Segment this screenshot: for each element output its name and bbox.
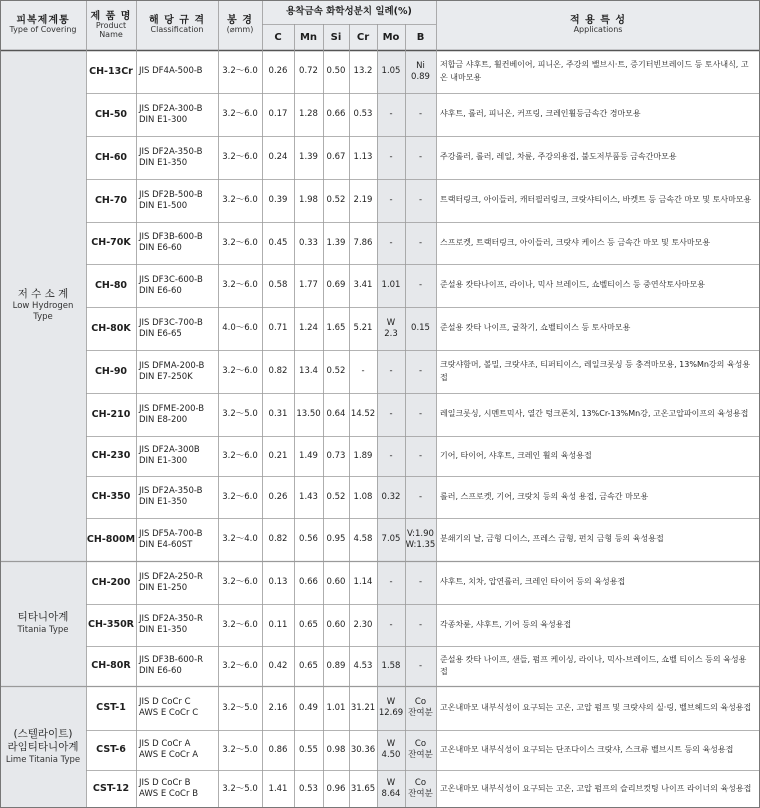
- header-diam-unit: (⌀mm): [226, 25, 254, 35]
- cell-cls: JIS DF2B-500-B DIN E1-500: [139, 189, 203, 211]
- cell-mn: 0.33: [299, 237, 318, 248]
- cell-cr: -: [361, 366, 365, 377]
- cell-mn: 0.56: [299, 534, 318, 545]
- cell-cls: JIS DFMA-200-B DIN E7-250K: [139, 360, 205, 382]
- cell-product: CH-350R: [87, 619, 134, 631]
- cell-mn: 0.49: [299, 702, 318, 713]
- cell-cr: 31.65: [350, 783, 376, 794]
- cell-cls: JIS DF5A-700-B DIN E4-60ST: [139, 528, 203, 550]
- header-col-mn-label: Mn: [299, 31, 318, 43]
- cell-diam: 3.2～6.0: [222, 195, 258, 206]
- cell-app: 크랏샤함머, 볼밀, 크랏샤조, 티퍼티이스, 레일크롯싱 등 충격마모용, 13%Mn강의 육성용접: [440, 360, 751, 382]
- header-col-cr-label: Cr: [356, 31, 370, 43]
- cell-b: Co 잔여분: [408, 739, 433, 760]
- cell-diam: 3.2～6.0: [222, 366, 258, 377]
- cell-b: Co 잔여분: [408, 697, 433, 718]
- cell-diam: 3.2～6.0: [222, 66, 258, 77]
- cell-c: 0.24: [268, 152, 288, 163]
- cell-app: 고온내마모 내부식성이 요구되는 고온, 고압 펌프의 슬리브컷팅 나이프 라이너의 육성용접: [440, 783, 752, 793]
- cell-product: CH-50: [94, 108, 128, 120]
- cell-diam: 3.2～6.0: [222, 660, 258, 671]
- header-app-ko: 적 용 특 성: [569, 15, 627, 27]
- cell-app: 샤후트, 롤러, 피니온, 커프링, 크레인휠등금속간 경마모용: [440, 109, 641, 119]
- cell-c: 0.26: [268, 491, 288, 502]
- header-col-si-label: Si: [330, 31, 342, 43]
- cell-diam: 3.2～5.0: [222, 744, 258, 755]
- cell-si: 0.98: [326, 744, 346, 755]
- cell-diam: 3.2～6.0: [222, 577, 258, 588]
- cell-c: 0.17: [268, 109, 288, 120]
- cell-b: -: [418, 619, 423, 630]
- cell-app: 주강롤러, 롤러, 레일, 차륜, 주강의용접, 불도저부품등 금속간마모용: [440, 152, 677, 162]
- cell-app: 롤러, 스프로켓, 기어, 크랏치 등의 육성 용접, 금속간 마모용: [440, 491, 649, 501]
- cell-mo: 0.32: [381, 491, 401, 502]
- cell-diam: 3.2～6.0: [222, 619, 258, 630]
- cell-product: CH-90: [94, 365, 128, 377]
- cell-b: V:1.90 W:1.35: [405, 528, 436, 550]
- cell-mn: 13.4: [299, 366, 318, 377]
- cell-si: 0.50: [326, 66, 346, 77]
- header-product-en: Product Name: [95, 20, 127, 39]
- cell-cls: JIS DF2A-350-B DIN E1-350: [139, 146, 203, 168]
- cell-mn: 1.24: [299, 323, 318, 334]
- header-app-en: Applications: [573, 25, 623, 35]
- cell-b: -: [418, 152, 423, 163]
- header-product-ko: 제 품 명: [90, 10, 132, 22]
- cell-b: -: [418, 366, 423, 377]
- cell-product: CST-1: [96, 702, 126, 714]
- cell-mo: W 12.69: [378, 697, 404, 718]
- cell-app: 고온내마모 내부식성이 요구되는 단조다이스 크랏샤, 스크류 벨브시트 등의 육성용접: [440, 744, 734, 754]
- cell-si: 0.67: [326, 152, 346, 163]
- cell-app: 기어, 타이어, 샤후트, 크레인 휠의 육성용접: [440, 450, 592, 460]
- cell-diam: 3.2～5.0: [222, 783, 258, 794]
- cell-c: 0.58: [268, 280, 288, 291]
- cell-diam: 3.2～5.0: [222, 409, 258, 420]
- cell-cr: 13.2: [353, 66, 373, 77]
- cell-cls: JIS DF2A-350-B DIN E1-350: [139, 486, 203, 507]
- cell-mo: -: [389, 152, 393, 163]
- cell-cls: JIS DF2A-250-R DIN E1-250: [139, 571, 203, 593]
- cell-product: CST-12: [92, 783, 130, 795]
- cell-mo: 7.05: [381, 534, 401, 545]
- cell-app: 각종차륜, 샤후트, 기어 등의 육성용접: [440, 619, 572, 629]
- cell-product: CH-60: [94, 151, 128, 163]
- cell-app: 샤후트, 치차, 압연롤러, 크레인 타이어 등의 육성용접: [440, 577, 626, 587]
- cell-mo: -: [389, 450, 393, 461]
- header-class-ko: 해 당 규 격: [148, 15, 206, 27]
- header-class-en: Classification: [150, 25, 204, 35]
- cell-product: CH-800M: [86, 533, 136, 545]
- cell-cls: JIS DF2A-300-B DIN E1-300: [139, 103, 203, 125]
- cell-cls: JIS DF3C-700-B DIN E6-65: [139, 317, 203, 339]
- cell-mo: W 4.50: [381, 739, 401, 760]
- cell-diam: 3.2～6.0: [222, 450, 258, 461]
- cell-b: -: [418, 491, 423, 502]
- cell-si: 0.73: [326, 450, 346, 461]
- cell-diam: 3.2～4.0: [222, 534, 258, 545]
- cell-b: -: [418, 660, 423, 671]
- cell-cr: 31.21: [350, 702, 376, 713]
- group-low-hydrogen-en: Low Hydrogen Type: [12, 301, 74, 323]
- group-lime-titania-en: Lime Titania Type: [5, 755, 81, 766]
- cell-cr: 0.53: [353, 109, 373, 120]
- cell-mo: 1.05: [381, 66, 401, 77]
- header-col-mo-label: Mo: [382, 31, 400, 43]
- cell-mn: 0.55: [299, 744, 318, 755]
- cell-cls: JIS DFME-200-B DIN E8-200: [139, 403, 205, 425]
- header-type-ko: 피복제계통: [16, 15, 70, 27]
- cell-mn: 1.39: [299, 152, 318, 163]
- cell-si: 0.60: [326, 619, 346, 630]
- cell-mo: W 2.3: [384, 317, 398, 339]
- cell-diam: 3.2～6.0: [222, 491, 258, 502]
- cell-product: CH-80: [94, 279, 128, 291]
- cell-cr: 30.36: [350, 744, 376, 755]
- cell-b: -: [418, 450, 423, 461]
- cell-app: 분쇄기의 날, 금형 디이스, 프레스 금형, 펀치 금형 등의 육성용접: [440, 534, 664, 544]
- header-chem-title-text: 용착금속 화학성분치 일례(%): [286, 5, 412, 17]
- cell-c: 1.41: [268, 783, 288, 794]
- cell-mn: 13.50: [296, 409, 321, 420]
- cell-b: Ni 0.89: [411, 60, 430, 82]
- cell-cr: 1.89: [353, 450, 373, 461]
- cell-si: 0.52: [326, 491, 346, 502]
- cell-diam: 4.0～6.0: [222, 323, 258, 334]
- cell-c: 0.13: [268, 577, 288, 588]
- cell-app: 스프로켓, 트랙터링크, 아이들러, 크랏샤 케이스 등 금속간 마모 및 토사마모용: [440, 237, 711, 247]
- cell-cls: JIS D CoCr A AWS E CoCr A: [139, 739, 199, 760]
- cell-app: 준설용 캇타 나이프, 샌들, 펌프 케이싱, 라이나, 믹사-브레이드, 쇼벨 티이스 등의 육성용접: [440, 654, 747, 676]
- cell-b: -: [418, 409, 423, 420]
- cell-si: 1.65: [326, 323, 346, 334]
- cell-mn: 0.65: [299, 619, 318, 630]
- cell-mo: W 8.64: [381, 778, 401, 799]
- cell-app: 준설용 캇타나이프, 라이나, 믹사 브레이드, 쇼벨티이스 등 중연삭토사마모용: [440, 280, 705, 290]
- cell-c: 0.26: [268, 66, 288, 77]
- cell-diam: 3.2～5.0: [222, 702, 258, 713]
- cell-si: 1.01: [326, 702, 346, 713]
- cell-si: 0.69: [326, 280, 346, 291]
- cell-b: Co 잔여분: [408, 778, 433, 799]
- cell-mo: 1.01: [381, 280, 401, 291]
- header-col-c-label: C: [274, 31, 282, 43]
- cell-c: 0.86: [268, 744, 288, 755]
- cell-si: 0.66: [326, 109, 346, 120]
- cell-product: CH-350: [91, 491, 131, 503]
- cell-cr: 2.19: [353, 195, 373, 206]
- cell-mn: 1.77: [299, 280, 318, 291]
- cell-cr: 4.53: [353, 660, 373, 671]
- cell-cr: 1.14: [353, 577, 373, 588]
- cell-cr: 14.52: [350, 409, 376, 420]
- group-titania-ko: 티타니아계: [17, 611, 69, 624]
- cell-mo: 1.58: [381, 660, 401, 671]
- cell-product: CH-80R: [91, 660, 131, 672]
- cell-cr: 1.13: [353, 152, 373, 163]
- header-type-en: Type of Covering: [9, 25, 77, 35]
- cell-cls: JIS D CoCr B AWS E CoCr B: [139, 778, 199, 799]
- cell-diam: 3.2～6.0: [222, 152, 258, 163]
- cell-mn: 0.65: [299, 660, 318, 671]
- cell-si: 0.60: [326, 577, 346, 588]
- cell-cls: JIS DF2A-300B DIN E1-300: [139, 445, 200, 466]
- group-lime-titania-ko: (스텔라이트) 라임티타니아계: [7, 727, 79, 754]
- cell-mo: -: [389, 409, 393, 420]
- cell-mn: 0.72: [299, 66, 318, 77]
- cell-app: 고온내마모 내부식성이 요구되는 고온, 고압 펌프 및 크랏샤의 실·링, 벨브헤드의 육성용접: [440, 702, 752, 712]
- cell-b: -: [418, 195, 423, 206]
- cell-c: 0.82: [268, 534, 288, 545]
- cell-cls: JIS DF3B-600-R DIN E6-60: [139, 655, 204, 676]
- cell-diam: 3.2～6.0: [222, 109, 258, 120]
- cell-cr: 2.30: [353, 619, 373, 630]
- cell-product: CH-70K: [91, 237, 131, 249]
- cell-mo: -: [389, 109, 393, 120]
- cell-b: 0.15: [411, 323, 430, 334]
- cell-cls: JIS DF4A-500-B: [139, 66, 203, 77]
- cell-cr: 1.08: [353, 491, 373, 502]
- cell-product: CH-70: [94, 194, 128, 206]
- cell-mo: -: [389, 237, 393, 248]
- cell-cls: JIS DF3B-600-B DIN E6-60: [139, 232, 203, 253]
- cell-product: CH-80K: [91, 322, 131, 334]
- header-diam-ko: 봉 경: [227, 15, 253, 27]
- cell-mo: -: [389, 577, 393, 588]
- cell-mn: 1.49: [299, 450, 318, 461]
- cell-c: 0.21: [268, 450, 288, 461]
- cell-c: 0.39: [268, 195, 288, 206]
- cell-si: 0.89: [326, 660, 346, 671]
- cell-cr: 5.21: [353, 323, 373, 334]
- cell-product: CH-13Cr: [89, 65, 133, 77]
- cell-mo: -: [389, 366, 393, 377]
- cell-product: CST-6: [96, 744, 126, 756]
- cell-app: 트랙터링크, 아이들러, 캐터필러링크, 크랏샤티이스, 바켓트 등 금속간 마모 및 토사마모용: [440, 195, 752, 205]
- cell-mn: 1.43: [299, 491, 318, 502]
- cell-si: 1.39: [326, 237, 346, 248]
- cell-c: 0.82: [268, 366, 288, 377]
- cell-b: -: [418, 280, 423, 291]
- cell-product: CH-210: [91, 408, 131, 420]
- cell-b: -: [418, 109, 423, 120]
- cell-cr: 7.86: [353, 237, 373, 248]
- cell-cls: JIS DF2A-350-R DIN E1-350: [139, 614, 203, 635]
- cell-b: -: [418, 237, 423, 248]
- cell-mo: -: [389, 619, 393, 630]
- cell-mn: 0.66: [299, 577, 318, 588]
- cell-c: 2.16: [268, 702, 288, 713]
- cell-si: 0.52: [326, 195, 346, 206]
- group-titania-en: Titania Type: [17, 624, 69, 635]
- cell-mo: -: [389, 195, 393, 206]
- cell-product: CH-230: [91, 450, 131, 462]
- cell-c: 0.71: [268, 323, 288, 334]
- cell-si: 0.52: [326, 366, 346, 377]
- cell-diam: 3.2～6.0: [222, 237, 258, 248]
- cell-c: 0.11: [268, 619, 288, 630]
- cell-diam: 3.2～6.0: [222, 280, 258, 291]
- cell-cr: 4.58: [353, 534, 373, 545]
- cell-cls: JIS D CoCr C AWS E CoCr C: [139, 697, 199, 718]
- cell-mn: 1.98: [299, 195, 318, 206]
- cell-c: 0.31: [268, 409, 288, 420]
- cell-c: 0.42: [268, 660, 288, 671]
- cell-si: 0.96: [326, 783, 346, 794]
- cell-mn: 1.28: [299, 109, 318, 120]
- cell-c: 0.45: [268, 237, 288, 248]
- cell-app: 저합금 샤후트, 휠컨베이어, 피니온, 주강의 밸브시·트, 증기터빈브레이드 등 토사내식, 고온 내마모용: [440, 60, 749, 82]
- group-low-hydrogen-ko: 저 수 소 계: [17, 287, 69, 300]
- header-col-b-label: B: [416, 31, 425, 43]
- cell-cls: JIS DF3C-600-B DIN E6-60: [139, 274, 203, 296]
- cell-product: CH-200: [91, 576, 131, 588]
- cell-app: 준설용 캇타 나이프, 굴착기, 쇼벨티이스 등 토사마모용: [440, 323, 631, 333]
- cell-b: -: [418, 577, 423, 588]
- cell-si: 0.64: [326, 409, 346, 420]
- cell-si: 0.95: [326, 534, 346, 545]
- cell-cr: 3.41: [353, 280, 373, 291]
- cell-app: 레일크롯싱, 시멘트믹사, 열간 텅크폰치, 13%Cr-13%Mn강, 고온고압파이프의 육성용접: [440, 409, 749, 419]
- cell-mn: 0.53: [299, 783, 318, 794]
